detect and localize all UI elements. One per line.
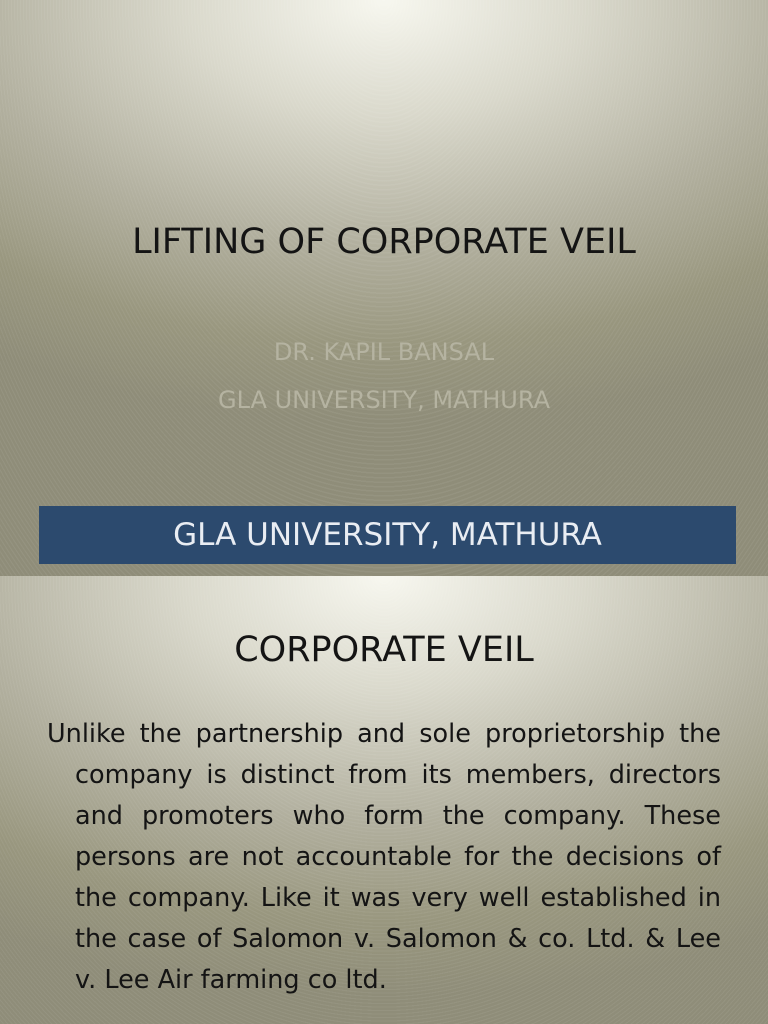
slide-heading: CORPORATE VEIL bbox=[234, 630, 534, 670]
author-name: DR. KAPIL BANSAL bbox=[273, 338, 495, 366]
university-banner: GLA UNIVERSITY, MATHURA bbox=[39, 506, 736, 564]
slide-title: LIFTING OF CORPORATE VEIL bbox=[132, 222, 636, 262]
content-slide bbox=[0, 576, 768, 1024]
author-affiliation: GLA UNIVERSITY, MATHURA bbox=[218, 386, 550, 414]
slide-body-text: Unlike the partnership and sole proprietorship the company is distinct from its members, directors and promoters who form the company. These persons are not accountable for the decisions of the company. Like it was very well established in the case of Salomon v. Salomon & co. Ltd. & Lee v. Lee Air farming co ltd. bbox=[47, 719, 721, 995]
